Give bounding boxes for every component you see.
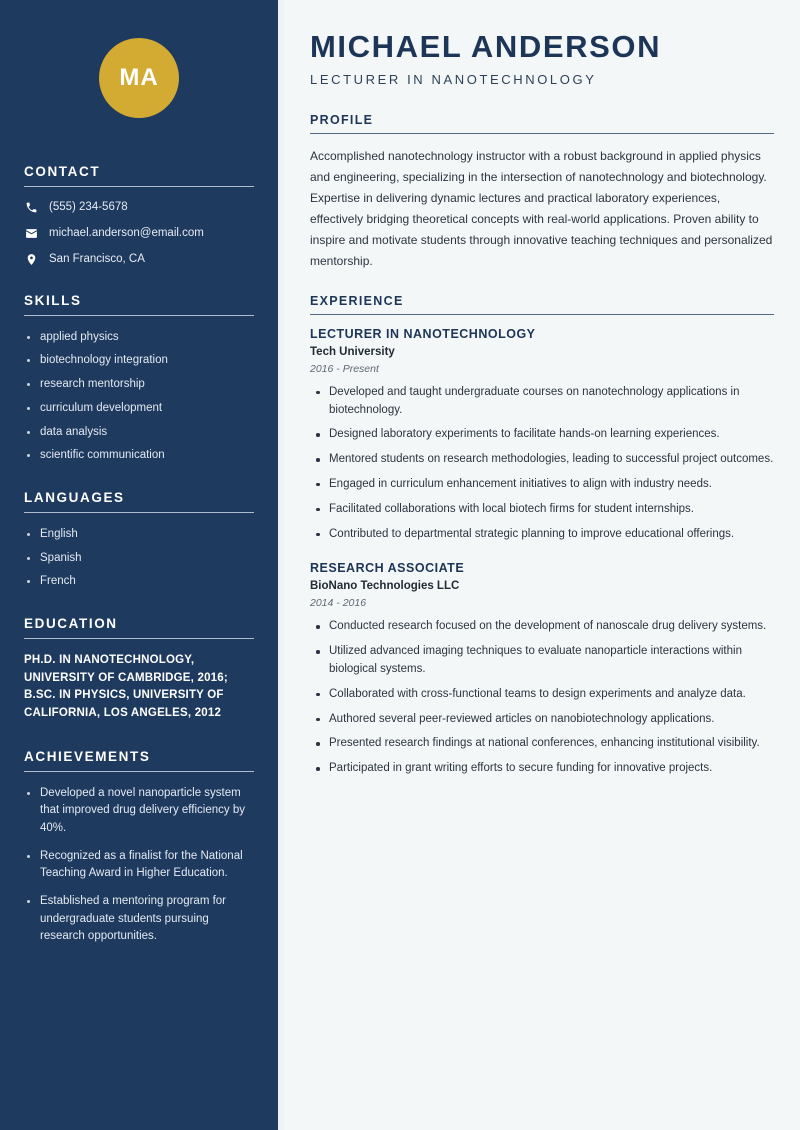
phone-icon — [24, 201, 38, 214]
list-item: Recognized as a finalist for the National Teaching Award in Higher Education. — [24, 848, 254, 883]
job-company: BioNano Technologies LLC — [310, 580, 460, 593]
education-divider — [24, 638, 254, 639]
job-company: Tech University — [310, 345, 395, 358]
languages-divider — [24, 512, 254, 513]
experience-entry-2 — [310, 561, 774, 778]
avatar: MA — [99, 38, 179, 118]
list-item: French — [24, 573, 254, 590]
list-item: Engaged in curriculum enhancement initiatives to align with industry needs. — [310, 476, 774, 494]
sidebar-section-education — [24, 616, 254, 723]
list-item: Collaborated with cross-functional teams to design experiments and analyze data. — [310, 686, 774, 704]
list-item: Designed laboratory experiments to facilitate hands-on learning experiences. — [310, 426, 774, 444]
contact-phone-value: (555) 234-5678 — [49, 201, 128, 213]
list-item: applied physics — [24, 329, 254, 346]
experience-entry-1 — [310, 327, 774, 544]
skills-list — [24, 329, 254, 464]
job-dates: 2014 - 2016 — [310, 597, 367, 610]
list-item: Spanish — [24, 550, 254, 567]
contact-item-email[interactable] — [24, 226, 254, 241]
envelope-icon — [24, 227, 38, 240]
main-section-experience — [310, 294, 774, 778]
achievements-divider — [24, 771, 254, 772]
contact-item-location[interactable] — [24, 252, 254, 267]
list-item: research mentorship — [24, 376, 254, 393]
list-item: Contributed to departmental strategic planning to improve educational offerings. — [310, 526, 774, 544]
education-heading: EDUCATION — [24, 615, 118, 631]
achievements-heading: ACHIEVEMENTS — [24, 749, 151, 765]
contact-email-value: michael.anderson@email.com — [49, 226, 204, 239]
list-item: biotechnology integration — [24, 352, 254, 369]
skills-divider — [24, 315, 254, 316]
profile-text: Accomplished nanotechnology instructor with a robust background in applied physics and engineering, specializing in the intersection of nanotechnology and biotechnology. Expertise in delivering dynamic lectures and practical laboratory experiences, effectively bridging theoretical concepts with real-world applications. Proven ability to inspire and motivate students through innovative teaching techniques and personalized mentorship. — [310, 148, 773, 268]
experience-heading: EXPERIENCE — [310, 293, 404, 308]
experience-divider — [310, 314, 774, 315]
avatar-container — [24, 0, 254, 164]
languages-list — [24, 526, 254, 590]
contact-divider — [24, 186, 254, 187]
list-item: Utilized advanced imaging techniques to evaluate nanoparticle interactions within biological systems. — [310, 643, 774, 679]
languages-heading: LANGUAGES — [24, 489, 125, 505]
list-item: Mentored students on research methodologies, leading to successful project outcomes. — [310, 451, 774, 469]
list-item: curriculum development — [24, 400, 254, 417]
sidebar-section-skills — [24, 293, 254, 464]
job-role: LECTURER IN NANOTECHNOLOGY — [310, 326, 536, 341]
achievements-list — [24, 785, 254, 945]
list-item: Facilitated collaborations with local biotech firms for student internships. — [310, 501, 774, 519]
main-column — [284, 0, 800, 1130]
list-item: Presented research findings at national conferences, enhancing institutional visibility. — [310, 735, 774, 753]
contact-list — [24, 200, 254, 267]
job-bullet-list — [310, 618, 774, 778]
sidebar-section-contact — [24, 164, 254, 267]
contact-item-phone[interactable] — [24, 200, 254, 215]
headline-job-title: LECTURER IN NANOTECHNOLOGY — [310, 71, 597, 87]
job-bullet-list — [310, 384, 774, 544]
list-item: Established a mentoring program for undergraduate students pursuing research opportunities. — [24, 893, 254, 945]
education-text: PH.D. IN NANOTECHNOLOGY, UNIVERSITY OF CAMBRIDGE, 2016; B.SC. IN PHYSICS, UNIVERSITY OF CALIFORNIA, LOS ANGELES, 2012 — [24, 653, 228, 720]
list-item: Developed and taught undergraduate courses on nanotechnology applications in biotechnology. — [310, 384, 774, 420]
page-title: MICHAEL ANDERSON — [310, 29, 662, 64]
location-pin-icon — [24, 253, 38, 266]
profile-heading: PROFILE — [310, 112, 374, 127]
skills-heading: SKILLS — [24, 292, 82, 308]
sidebar-section-languages — [24, 490, 254, 590]
list-item: Conducted research focused on the development of nanoscale drug delivery systems. — [310, 618, 774, 636]
main-section-profile — [310, 113, 774, 272]
contact-location-value: San Francisco, CA — [49, 252, 145, 265]
list-item: English — [24, 526, 254, 543]
list-item: Participated in grant writing efforts to secure funding for innovative projects. — [310, 760, 774, 778]
sidebar — [0, 0, 278, 1130]
job-dates: 2016 - Present — [310, 362, 379, 375]
job-role: RESEARCH ASSOCIATE — [310, 561, 465, 576]
contact-heading: CONTACT — [24, 164, 101, 179]
list-item: data analysis — [24, 424, 254, 441]
list-item: Developed a novel nanoparticle system that improved drug delivery efficiency by 40%. — [24, 785, 254, 837]
profile-divider — [310, 133, 774, 134]
list-item: scientific communication — [24, 447, 254, 464]
list-item: Authored several peer-reviewed articles on nanobiotechnology applications. — [310, 711, 774, 729]
sidebar-section-achievements — [24, 749, 254, 945]
